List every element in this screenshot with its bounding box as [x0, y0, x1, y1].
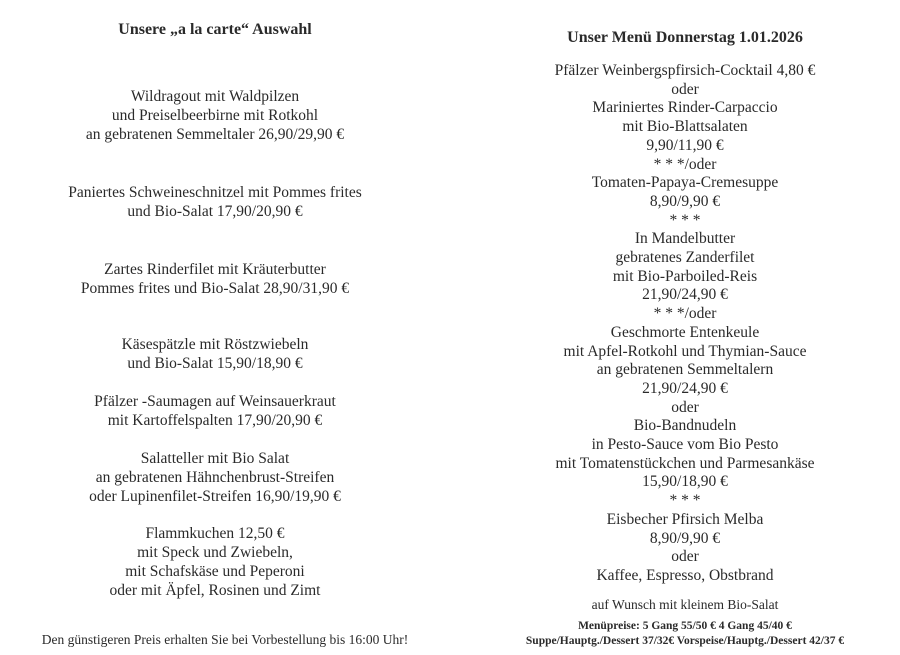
- course-line: Eisbecher Pfirsich Melba: [606, 510, 764, 528]
- preorder-notice: Den günstigeren Preis erhalten Sie bei Vorbestellung bis 16:00 Uhr!: [41, 632, 409, 647]
- course-line: an gebratenen Semmeltalern: [596, 361, 774, 379]
- item-line: Pfälzer -Saumagen auf Weinsauerkraut: [94, 393, 336, 410]
- a-la-carte-column: [0, 0, 430, 655]
- item-line: Salatteller mit Bio Salat: [140, 450, 290, 467]
- course-line: oder: [671, 398, 699, 416]
- item-line: und Bio-Salat 17,90/20,90 €: [127, 203, 303, 220]
- course-line: Tomaten-Papaya-Cremesuppe: [591, 174, 779, 192]
- item-line: an gebratenen Semmeltaler 26,90/29,90 €: [85, 126, 345, 143]
- course-line: oder: [671, 548, 699, 566]
- course-line: Pfälzer Weinbergspfirsich-Cocktail 4,80 €: [554, 62, 816, 79]
- item-line: an gebratenen Hähnchenbrust-Streifen: [95, 469, 335, 486]
- item-line: Pommes frites und Bio-Salat 28,90/31,90 €: [80, 280, 350, 297]
- item-line: oder mit Äpfel, Rosinen und Zimt: [109, 582, 321, 599]
- item-line: Wildragout mit Waldpilzen: [130, 88, 300, 105]
- course-line: 9,90/11,90 €: [646, 136, 724, 154]
- course-line: * * */oder: [653, 155, 717, 173]
- course-line: Mariniertes Rinder-Carpaccio: [592, 99, 778, 117]
- salad-note: auf Wunsch mit kleinem Bio-Salat: [591, 597, 779, 612]
- course-line: 8,90/9,90 €: [649, 529, 721, 547]
- course-line: mit Tomatenstückchen und Parmesankäse: [555, 454, 815, 472]
- item-line: mit Speck und Zwiebeln,: [137, 544, 293, 561]
- course-line: In Mandelbutter: [634, 230, 736, 248]
- course-line: * * */oder: [653, 305, 717, 323]
- course-line: 8,90/9,90 €: [649, 192, 721, 210]
- item-line: Käsespätzle mit Röstzwiebeln: [121, 336, 309, 353]
- menu-prices-line-1: Menüpreise: 5 Gang 55/50 € 4 Gang 45/40 €: [578, 620, 792, 632]
- course-line: 21,90/24,90 €: [642, 379, 728, 397]
- course-line: * * *: [669, 492, 701, 510]
- course-line: mit Bio-Blattsalaten: [622, 118, 748, 136]
- item-line: und Bio-Salat 15,90/18,90 €: [127, 355, 303, 372]
- item-line: oder Lupinenfilet-Streifen 16,90/19,90 €: [89, 488, 341, 505]
- course-line: oder: [671, 80, 699, 98]
- course-line: * * *: [669, 211, 701, 229]
- item-line: und Preiselbeerbirne mit Rotkohl: [111, 107, 319, 124]
- course-line: mit Bio-Parboiled-Reis: [612, 267, 758, 285]
- course-line: 21,90/24,90 €: [642, 286, 728, 304]
- course-line: Kaffee, Espresso, Obstbrand: [596, 566, 774, 584]
- course-line: Bio-Bandnudeln: [633, 417, 737, 435]
- daily-menu-title: Unser Menü Donnerstag 1.01.2026: [567, 29, 803, 46]
- course-line: Geschmorte Entenkeule: [610, 323, 760, 341]
- course-line: gebratenes Zanderfilet: [615, 249, 755, 266]
- item-line: mit Schafskäse und Peperoni: [125, 563, 305, 580]
- course-line: mit Apfel-Rotkohl und Thymian-Sauce: [563, 342, 807, 360]
- course-line: 15,90/18,90 €: [642, 473, 728, 491]
- daily-menu-column: [470, 0, 900, 655]
- item-line: Paniertes Schweineschnitzel mit Pommes frites: [68, 184, 362, 201]
- a-la-carte-title: Unsere „a la carte“ Auswahl: [118, 21, 312, 38]
- course-line: in Pesto-Sauce vom Bio Pesto: [591, 436, 779, 453]
- menu-prices-line-2: Suppe/Hauptg./Dessert 37/32€ Vorspeise/Hauptg./Dessert 42/37 €: [525, 635, 845, 647]
- item-line: Flammkuchen 12,50 €: [145, 525, 285, 542]
- item-line: Zartes Rinderfilet mit Kräuterbutter: [104, 261, 326, 278]
- item-line: mit Kartoffelspalten 17,90/20,90 €: [107, 412, 323, 429]
